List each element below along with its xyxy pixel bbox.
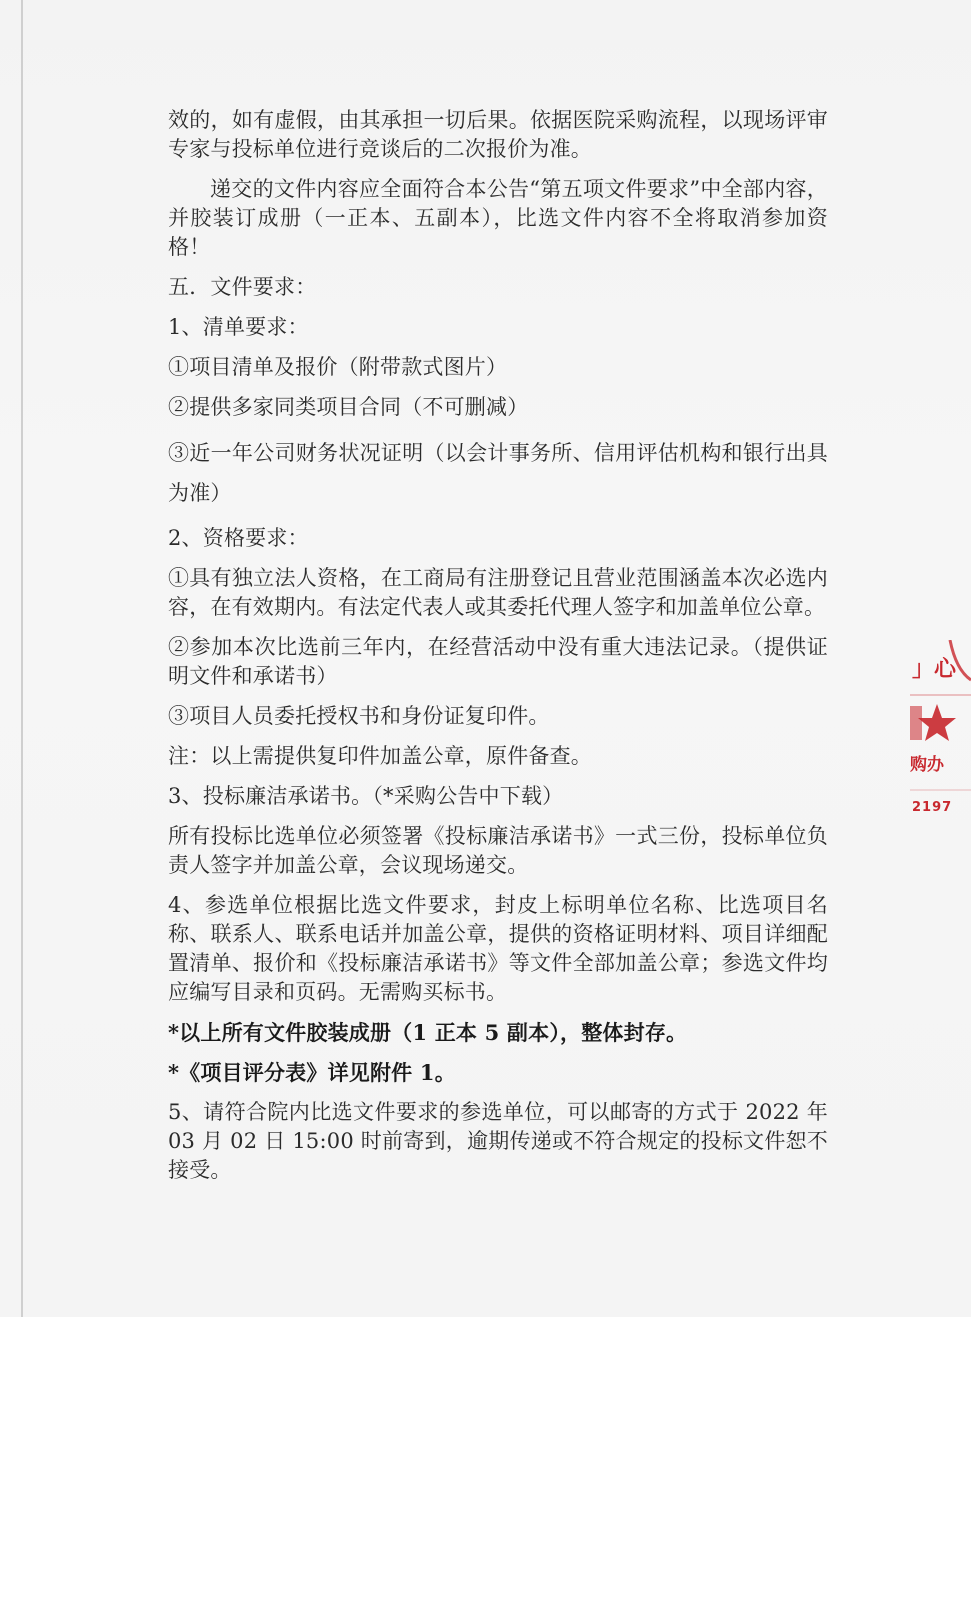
seal-text-fragment: 」心 (912, 657, 957, 682)
list-item-contracts: ②提供多家同类项目合同（不可删减） (168, 395, 529, 419)
list-item-authorization: ③项目人员委托授权书和身份证复印件。 (168, 704, 550, 728)
paragraph-submission: 递交的文件内容应全面符合本公告“第五项文件要求”中全部内容，并胶装订成册（一正本、五副本），比选文件内容不全将取消参加资格！ (168, 177, 828, 259)
list-item-no-violation: ②参加本次比选前三年内，在经营活动中没有重大违法记录。（提供证明文件和承诺书） (168, 635, 828, 688)
section-heading-file-requirements: 五．文件要求： (168, 275, 317, 299)
document-body (168, 106, 828, 1196)
note-binding: *以上所有文件胶装成册（1 正本 5 副本），整体封存。 (168, 1020, 688, 1045)
list-item-quote: ①项目清单及报价（附带款式图片） (168, 355, 508, 379)
list-item-financial: ③近一年公司财务状况证明（以会计事务所、信用评估机构和银行出具为准） (168, 441, 828, 505)
paragraph-continuation: 效的，如有虚假，由其承担一切后果。依据医院采购流程，以现场评审专家与投标单位进行竞谈后的二次报价为准。 (168, 108, 828, 161)
page-edge-shadow (21, 0, 23, 1317)
paragraph-mailing-deadline: 5、请符合院内比选文件要求的参选单位，可以邮寄的方式于 2022 年 03 月 02 日 15:00 时前寄到，逾期传递或不符合规定的投标文件恕不接受。 (168, 1100, 828, 1182)
subheading-list-requirements: 1、清单要求： (168, 315, 309, 339)
seal-number-fragment: 2197 (912, 800, 953, 815)
seal-text-fragment: 购办 (910, 755, 944, 775)
subheading-integrity-pledge: 3、投标廉洁承诺书。（*采购公告中下载） (168, 784, 564, 808)
list-item-legal-entity: ①具有独立法人资格，在工商局有注册登记且营业范围涵盖本次必选内容，在有效期内。有法定代表人或其委托代理人签字和加盖单位公章。 (168, 566, 828, 619)
note-copies: 注：以上需提供复印件加盖公章，原件备查。 (168, 744, 592, 768)
official-seal-fragment (910, 640, 971, 830)
note-score-table: *《项目评分表》详见附件 1。 (168, 1060, 456, 1085)
subheading-qualification: 2、资格要求： (168, 526, 309, 550)
paragraph-integrity-pledge: 所有投标比选单位必须签署《投标廉洁承诺书》一式三份，投标单位负责人签字并加盖公章，会议现场递交。 (168, 824, 828, 877)
paragraph-cover-requirements: 4、参选单位根据比选文件要求，封皮上标明单位名称、比选项目名称、联系人、联系电话并加盖公章，提供的资格证明材料、项目详细配置清单、报价和《投标廉洁承诺书》等文件全部加盖公章；参选文件均应编写目录和页码。无需购买标书。 (168, 893, 828, 1004)
